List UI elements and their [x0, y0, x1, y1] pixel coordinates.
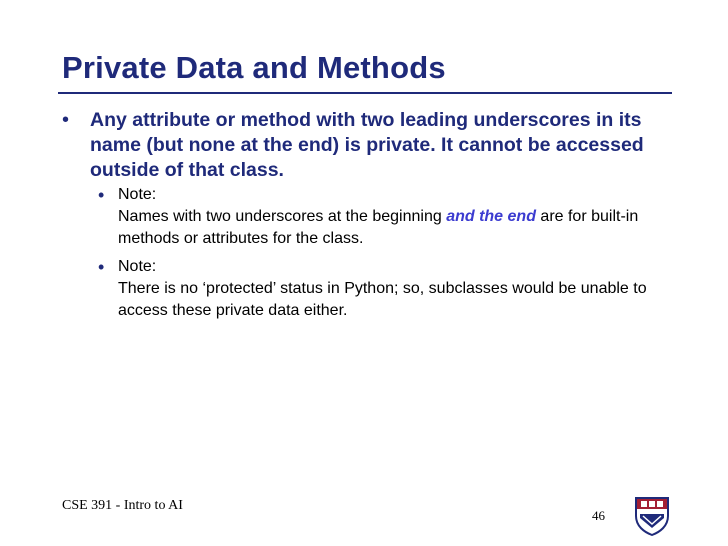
sub-bullet-marker: • [98, 257, 105, 277]
note-text-after: are for built-in methods or attributes for the class. [118, 208, 639, 247]
bullet-marker: • [62, 109, 70, 131]
main-bullet-text: Any attribute or method with two leading underscores in its name (but none at the end) is private. It cannot be accessed outside of that class. [90, 109, 644, 181]
note-label: Note: [118, 258, 157, 275]
sub-bullet-1-text [118, 184, 668, 250]
title-divider [58, 92, 672, 94]
sub-bullet-2 [98, 256, 668, 322]
main-bullet [62, 108, 674, 183]
note-text-before: Names with two underscores at the beginning [118, 208, 447, 225]
note-emphasis: and the end [446, 208, 536, 225]
sub-bullet-1 [98, 184, 668, 250]
note-text: There is no ‘protected’ status in Python; so, subclasses would be unable to access these private data either. [118, 280, 647, 319]
sub-bullet-2-text [118, 256, 668, 322]
sub-bullet-marker: • [98, 185, 105, 205]
page-number: 46 [592, 508, 605, 523]
note-label: Note: [118, 186, 157, 203]
slide-title: Private Data and Methods [62, 50, 446, 85]
university-shield-icon [632, 494, 672, 536]
course-footer: CSE 391 - Intro to AI [62, 498, 183, 513]
